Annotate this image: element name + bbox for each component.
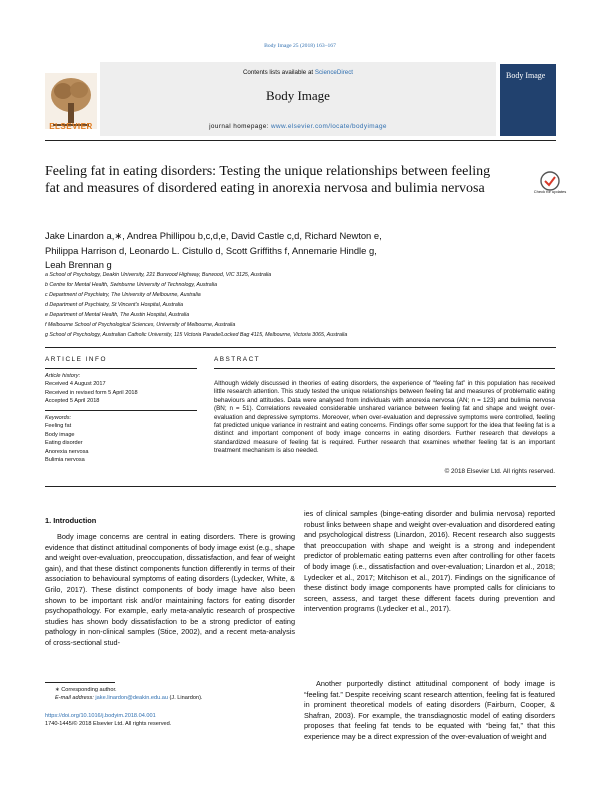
author-list: [45, 229, 515, 273]
keyword: Bulimia nervosa: [45, 457, 85, 464]
sciencedirect-link[interactable]: ScienceDirect: [314, 69, 354, 76]
accepted-date: Accepted 5 April 2018: [45, 398, 100, 405]
check-for-updates-icon[interactable]: [539, 171, 561, 199]
issn-line: 1740-1445/© 2018 Elsevier Ltd. All rights reserved.: [45, 721, 172, 728]
contents-line: [100, 69, 496, 76]
article-title: Feeling fat in eating disorders: Testing the unique relationships between feeling fat and measures of disordered eating in anorexia nervosa and bulimia nervosa: [45, 164, 491, 196]
received-date: Received 4 August 2017: [45, 381, 106, 388]
affiliation: b Centre for Mental Health, Swinburne University of Technology, Australia: [45, 282, 218, 288]
abstract-rule: [214, 368, 555, 369]
email-suffix: (J. Linardon).: [169, 695, 203, 702]
keywords-rule: [45, 410, 197, 411]
introduction-right-column-paragraph: Another purportedly distinct attitudinal component of body image is “feeling fat.” Despite receiving scant research attention, feeling fat is featured in prominent theoretical models of eating disorders (Fairburn, Cooper, & Shafran, 2003). For example, the transdiagnostic model of eating disorders proposes that feeling fat tends to be equated with “being fat,” that this experience may be a direct expression of the over-evaluation of weight and: [304, 679, 555, 741]
contents-prefix: Contents lists available at: [242, 69, 314, 76]
keyword: Eating disorder: [45, 440, 83, 447]
footnote-rule: [45, 682, 115, 683]
article-info-rule: [45, 368, 197, 369]
affiliation: g School of Psychology, Australian Catholic University, 115 Victoria Parade/Locked Bag 4115, Melbourne, Victoria 3065, Australia: [45, 332, 348, 338]
authors-line: Leah Brennan g: [45, 259, 112, 270]
keywords-block: [45, 414, 197, 464]
authors-line: Philippa Harrison d, Leonardo L. Cistullo d, Scott Griffiths f, Annemarie Hindle g,: [45, 244, 377, 256]
check-for-updates-label[interactable]: Check for updates: [533, 189, 567, 194]
revised-date: Received in revised form 5 April 2018: [45, 389, 138, 396]
affiliation: d Department of Psychiatry, St Vincent's Hospital, Australia: [45, 302, 184, 308]
keyword: Feeling fat: [45, 423, 72, 430]
corresponding-author-note: ∗ Corresponding author.: [55, 687, 117, 693]
keyword: Anorexia nervosa: [45, 448, 89, 455]
journal-cover-title: Body Image: [506, 71, 546, 80]
introduction-right-column-paragraph: ies of clinical samples (binge-eating disorder and bulimia nervosa) reported robust links between shape and weight over-evaluation and disordered eating and psychological distress (Linardon, 2016). Recent research also suggests that preoccupation with shape and weight is a strong and independent predictor of problematic eating patterns even after controlling for other facets of body image (i.e., dissatisfaction and over-evaluation; Linardon et al., 2018; Lydecker et al., 2017; Mitchison et al., 2017). Findings on the significance of these distinct body image components have prompted calls for clinicians to screen, assess, and target these different facets during prevention and intervention programs (Lydecker et al., 2017).: [304, 509, 555, 614]
journal-citation[interactable]: Body Image 25 (2018) 163–167: [264, 43, 336, 49]
email-link[interactable]: jake.linardon@deakin.edu.au: [95, 695, 168, 702]
article-info-heading: ARTICLE INFO: [45, 356, 107, 363]
journal-homepage: [100, 123, 496, 130]
footnotes: [55, 686, 295, 702]
keyword: Body image: [45, 431, 75, 438]
introduction-left-column: Body image concerns are central in eating disorders. There is growing evidence that distinct attitudinal components of body image exist (e.g., shape and weight over-evaluation, preoccupation, dissatisfaction, and fear of weight gain), and that these distinct components function differently in terms of their association to behavioural symptoms of eating disorders (Lydecker, White, & Grilo, 2017). These distinct components of body image have also been shown to be important risk and/or maintaining factors for eating disorder psychopathology. For example, early meta-analytic research of prospective studies has shown body dissatisfaction to be a strong predictor of eating pathology in non-clinical samples (Stice, 2002), and a recent meta-analysis of cross-sectional stud-: [45, 532, 295, 647]
affiliation: f Melbourne School of Psychological Sciences, University of Melbourne, Australia: [45, 322, 236, 328]
homepage-link[interactable]: www.elsevier.com/locate/bodyimage: [271, 123, 387, 130]
journal-name: Body Image: [266, 88, 330, 103]
doi-link[interactable]: https://doi.org/10.1016/j.bodyim.2018.04.001: [45, 713, 156, 719]
email-line: [55, 694, 295, 702]
affiliation: c Department of Psychiatry, The University of Melbourne, Australia: [45, 292, 201, 298]
affiliations-rule: [45, 347, 556, 348]
affiliation: e Department of Mental Health, The Austin Hospital, Australia: [45, 312, 190, 318]
abstract-bottom-rule: [45, 486, 556, 487]
homepage-label: journal homepage:: [209, 123, 269, 130]
abstract-heading: ABSTRACT: [214, 356, 261, 363]
introduction-heading: 1. Introduction: [45, 516, 97, 525]
elsevier-wordmark: ELSEVIER: [49, 122, 93, 131]
abstract-text: Although widely discussed in theories of eating disorders, the experience of “feeling fat” in this population has received little research attention. This study tested the unique relationships between feeling fat and measures of problematic eating behaviours and attitudes. Data were analysed from individuals with anorexia nervosa (AN; n = 123) and bulimia nervosa (BN; n = 51). Correlations revealed considerable unshared variance between feeling fat and shape and weight over-evaluation and depressive symptoms. Moreover, when over-evaluation and depressive symptoms were controlled, feeling fat predicted unique variance in restraint and eating concerns. Findings offer some support for the idea that feeling fat is a distinct and important component of body image concerns in eating disorders. Further research that develops a standardized measure of feeling fat is required. Further research that examines whether feeling fat is an important treatment mechanism is also needed.: [214, 380, 555, 455]
affiliation: a School of Psychology, Deakin University, 221 Burwood Highway, Burwood, VIC 3125, Australia: [45, 272, 272, 278]
abstract-copyright: © 2018 Elsevier Ltd. All rights reserved.: [444, 468, 555, 475]
authors-line: Jake Linardon a,∗, Andrea Phillipou b,c,d,e, David Castle c,d, Richard Newton e,: [45, 230, 382, 241]
header-rule: [45, 140, 556, 141]
history-label: Article history:: [45, 373, 81, 379]
email-label: E-mail address:: [55, 695, 94, 702]
publication-info: [45, 712, 295, 728]
article-history: [45, 372, 197, 406]
keywords-label: Keywords:: [45, 415, 72, 421]
